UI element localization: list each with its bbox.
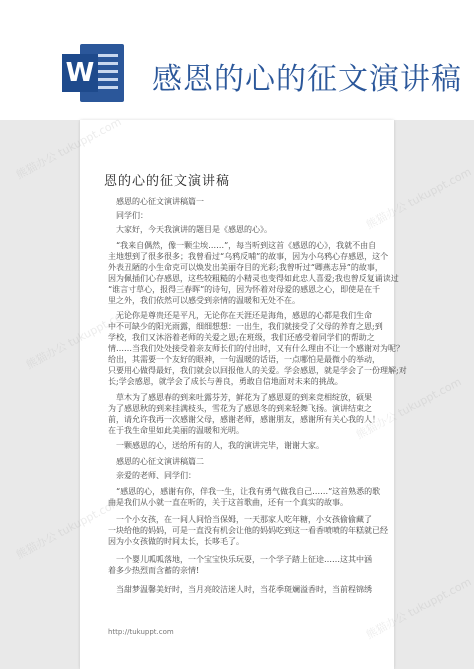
- greeting: 亲爱的老师、同学们：: [116, 471, 196, 480]
- header-banner: [0, 0, 474, 120]
- paragraph: 无论你是尊贵还是平凡，无论你在天涯还是海角，感恩的心都是我们生命 中不可缺少的阳光雨露，细细想想：一出生，我们就接受了父母的养育之恩;到 学校，我们又沐浴着老师的关爱之恩;在班级，我们还感受着同学们的帮助之 情……当我们处处接受着亲友师长们的付出时，又有什么理由不让一个感谢对为呢？ 给出，其需要一个友好的眼神，一句温暖的话语，一点哪怕是最微小的举动， 只要用心做得最好，我们就会以回报他人的关爱。学会感恩，就是学会了一份理解;对 长;学会感恩，就学会了成长与善良，勇敢自信地面对未来的挑战。: [108, 311, 407, 386]
- paragraph: 一颗感恩的心，送给所有的人，我的演讲完毕，谢谢大家。: [116, 441, 324, 450]
- word-document-icon: [62, 44, 126, 102]
- paragraph: 当甜梦温馨美好时，当月亮皎洁迷人时，当花季斑斓溢香时，当前程锦绣: [116, 585, 372, 594]
- paragraph: 大家好，今天我演讲的题目是《感恩的心》。: [116, 225, 272, 234]
- document-title: 恩的心的征文演讲稿: [104, 174, 231, 189]
- section-heading: 感恩的心征文演讲稿篇一: [116, 197, 204, 206]
- paragraph: “我来自偶然，像一颗尘埃……”，每当听到这首《感恩的心》，我就不由自 主地想到了很多很多；我曾看过“乌鸦反哺”的故事，因为小乌鸦心存感恩，这个 外表丑陋的小生命克可以焕发出美丽夺目的光彩;我曾听过“卿燕志异”的故事， 因为佩插们心存感恩，这些较粗糙的小精灵也变得如此忠人喜爱;我也曾反复诵读过 “谁言寸草心，报得三春晖”的诗句，因为怀着对母爱的感恩之心，即使是在千 里之外，我们依然可以感受到亲情的温暖和无处不在。: [108, 241, 399, 305]
- greeting: 同学们：: [116, 211, 148, 220]
- banner-title: 感恩的心的征文演讲稿: [152, 62, 462, 97]
- paragraph: 一个小女孩，在一间人间恰当保姆，一天那家人吃年糖，小女孩偷偷藏了 一块给他的妈妈，可是一直没有机会让他的妈妈吃到这一看香喷喷的年糕就已经 因为小女孩做的时间太长，长哆毛了。: [108, 515, 388, 546]
- paragraph: “感恩的心，感谢有你，伴我一生，让我有勇气做我自己……”这首熟悉的歌 曲是我们从小就一直在听的，关于这首歌曲，还有一个真实的故事。: [108, 487, 381, 507]
- section-heading: 感恩的心征文演讲稿篇二: [116, 457, 204, 466]
- word-icon-letter: W: [62, 54, 98, 92]
- paragraph: 一个婴儿呱呱落地，一个宝宝快乐玩耍，一个学子踏上征途……这其中涵 着多少热烈而含蓄的亲情!: [108, 555, 372, 575]
- paragraph: 草木为了感恩春的到来吐露芬芳，鲜花为了感恩夏的到来竞相绽放，硕果 为了感恩秋的到来挂满枝头，雪花为了感恩冬的到来轻舞飞扬。演讲结束之 前，请允许我再一次感谢父母，感谢老师，感谢朋友，感谢所有关心我的人！ 在于我生命里如此美丽的温暖和光明。: [108, 393, 380, 435]
- site-url: http://tukuppt.com: [108, 628, 174, 636]
